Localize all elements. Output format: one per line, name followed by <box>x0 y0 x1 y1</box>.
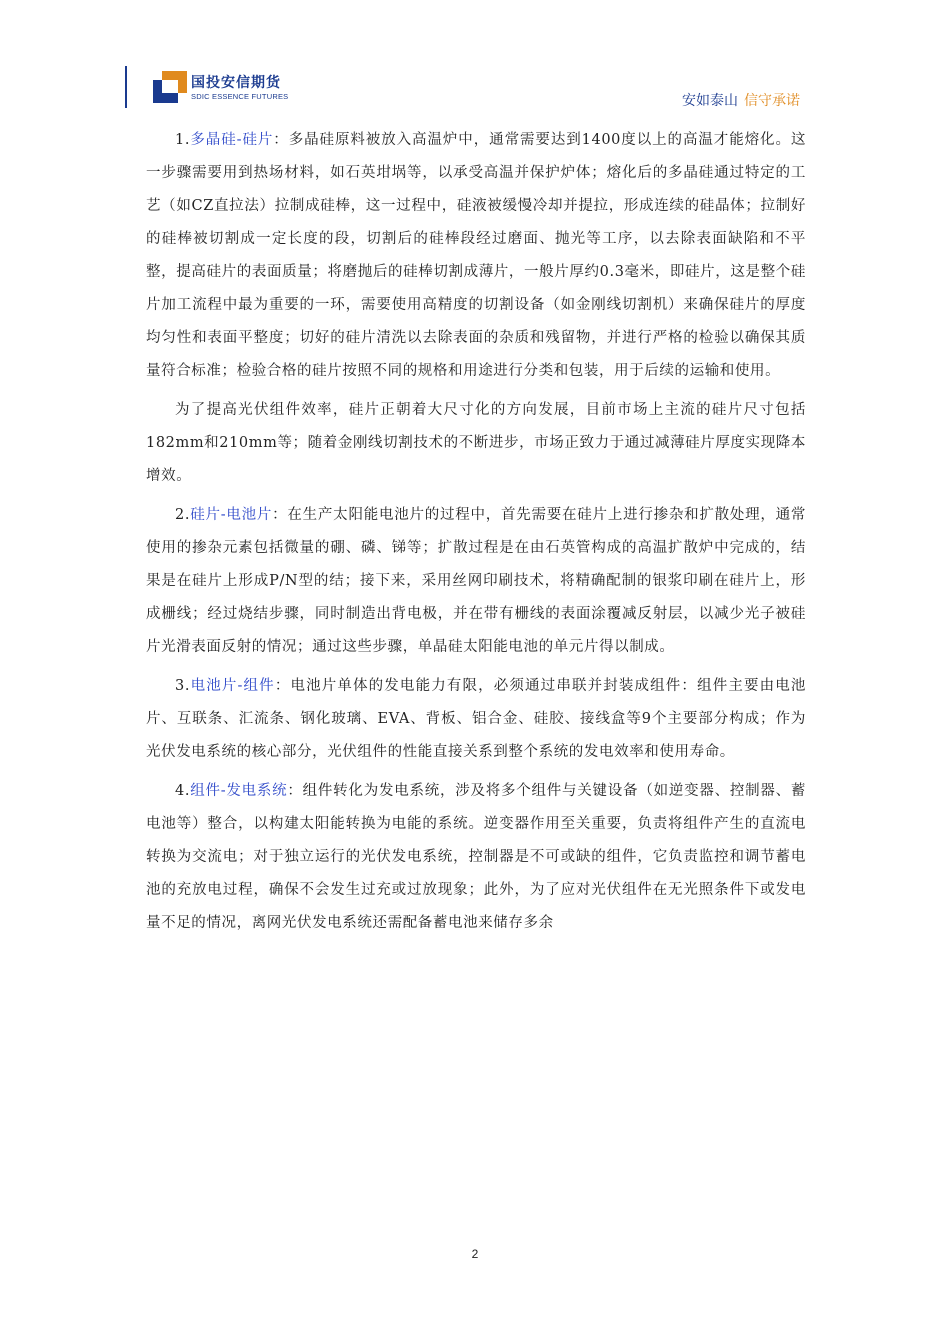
slogan-part-1: 安如泰山 <box>682 93 738 109</box>
paragraph-2 <box>146 394 806 493</box>
paragraph-3-heading: 硅片-电池片 <box>190 507 273 523</box>
paragraph-5-number: 4. <box>175 783 191 799</box>
paragraph-1-number: 1. <box>175 132 191 148</box>
sdic-logo-icon <box>153 71 187 103</box>
paragraph-1-text: ：多晶硅原料被放入高温炉中，通常需要达到1400度以上的高温才能熔化。这一步骤需要用到热场材料，如石英坩埚等，以承受高温并保护炉体；熔化后的多晶硅通过特定的工艺（如CZ直拉法）拉制成硅棒，这一过程中，硅液被缓慢冷却并提拉，形成连续的硅晶体；拉制好的硅棒被切割成一定长度的段，切割后的硅棒段经过磨面、抛光等工序，以去除表面缺陷和不平整，提高硅片的表面质量；将磨抛后的硅棒切割成薄片，一般片厚约0.3毫米，即硅片，这是整个硅片加工流程中最为重要的一环，需要使用高精度的切割设备（如金刚线切割机）来确保硅片的厚度均匀性和表面平整度；切好的硅片清洗以去除表面的杂质和残留物，并进行严格的检验以确保其质量符合标准；检验合格的硅片按照不同的规格和用途进行分类和包装，用于后续的运输和使用。 <box>146 132 806 379</box>
paragraph-1 <box>146 124 806 388</box>
paragraph-4 <box>146 670 806 769</box>
paragraph-4-number: 3. <box>175 678 191 694</box>
paragraph-5-text: ：组件转化为发电系统，涉及将多个组件与关键设备（如逆变器、控制器、蓄电池等）整合，以构建太阳能转换为电能的系统。逆变器作用至关重要，负责将组件产生的直流电转换为交流电；对于独立运行的光伏发电系统，控制器是不可或缺的组件，它负责监控和调节蓄电池的充放电过程，确保不会发生过充或过放现象；此外，为了应对光伏组件在无光照条件下或发电量不足的情况，离网光伏发电系统还需配备蓄电池来储存多余 <box>146 783 806 931</box>
logo-chinese-name: 国投安信期货 <box>191 75 281 91</box>
paragraph-5-heading: 组件-发电系统 <box>190 783 288 799</box>
slogan-part-2: 信守承诺 <box>744 93 800 109</box>
paragraph-3 <box>146 499 806 664</box>
paragraph-3-text: ：在生产太阳能电池片的过程中，首先需要在硅片上进行掺杂和扩散处理，通常使用的掺杂元素包括微量的硼、磷、锑等；扩散过程是在由石英管构成的高温扩散炉中完成的，结果是在硅片上形成P/N型的结；接下来，采用丝网印刷技术，将精确配制的银浆印刷在硅片上，形成栅线；经过烧结步骤，同时制造出背电极，并在带有栅线的表面涂覆减反射层，以减少光子被硅片光滑表面反射的情况；通过这些步骤，单晶硅太阳能电池的单元片得以制成。 <box>146 507 807 655</box>
paragraph-4-text: ：电池片单体的发电能力有限，必须通过串联并封装成组件：组件主要由电池片、互联条、汇流条、钢化玻璃、EVA、背板、铝合金、硅胶、接线盒等9个主要部分构成；作为光伏发电系统的核心部分，光伏组件的性能直接关系到整个系统的发电效率和使用寿命。 <box>146 678 807 760</box>
header-divider <box>125 66 127 108</box>
page-header <box>0 0 950 120</box>
logo-english-name: SDIC ESSENCE FUTURES <box>191 92 289 101</box>
paragraph-4-heading: 电池片-组件 <box>190 678 275 694</box>
paragraph-3-number: 2. <box>175 507 191 523</box>
document-body <box>146 124 806 946</box>
paragraph-5 <box>146 775 806 940</box>
paragraph-1-heading: 多晶硅-硅片 <box>190 132 274 148</box>
paragraph-2-text: 为了提高光伏组件效率，硅片正朝着大尺寸化的方向发展，目前市场上主流的硅片尺寸包括182mm和210mm等；随着金刚线切割技术的不断进步，市场正致力于通过减薄硅片厚度实现降本增效。 <box>146 402 806 484</box>
header-slogan <box>682 90 800 110</box>
page-number: 2 <box>471 1247 479 1261</box>
